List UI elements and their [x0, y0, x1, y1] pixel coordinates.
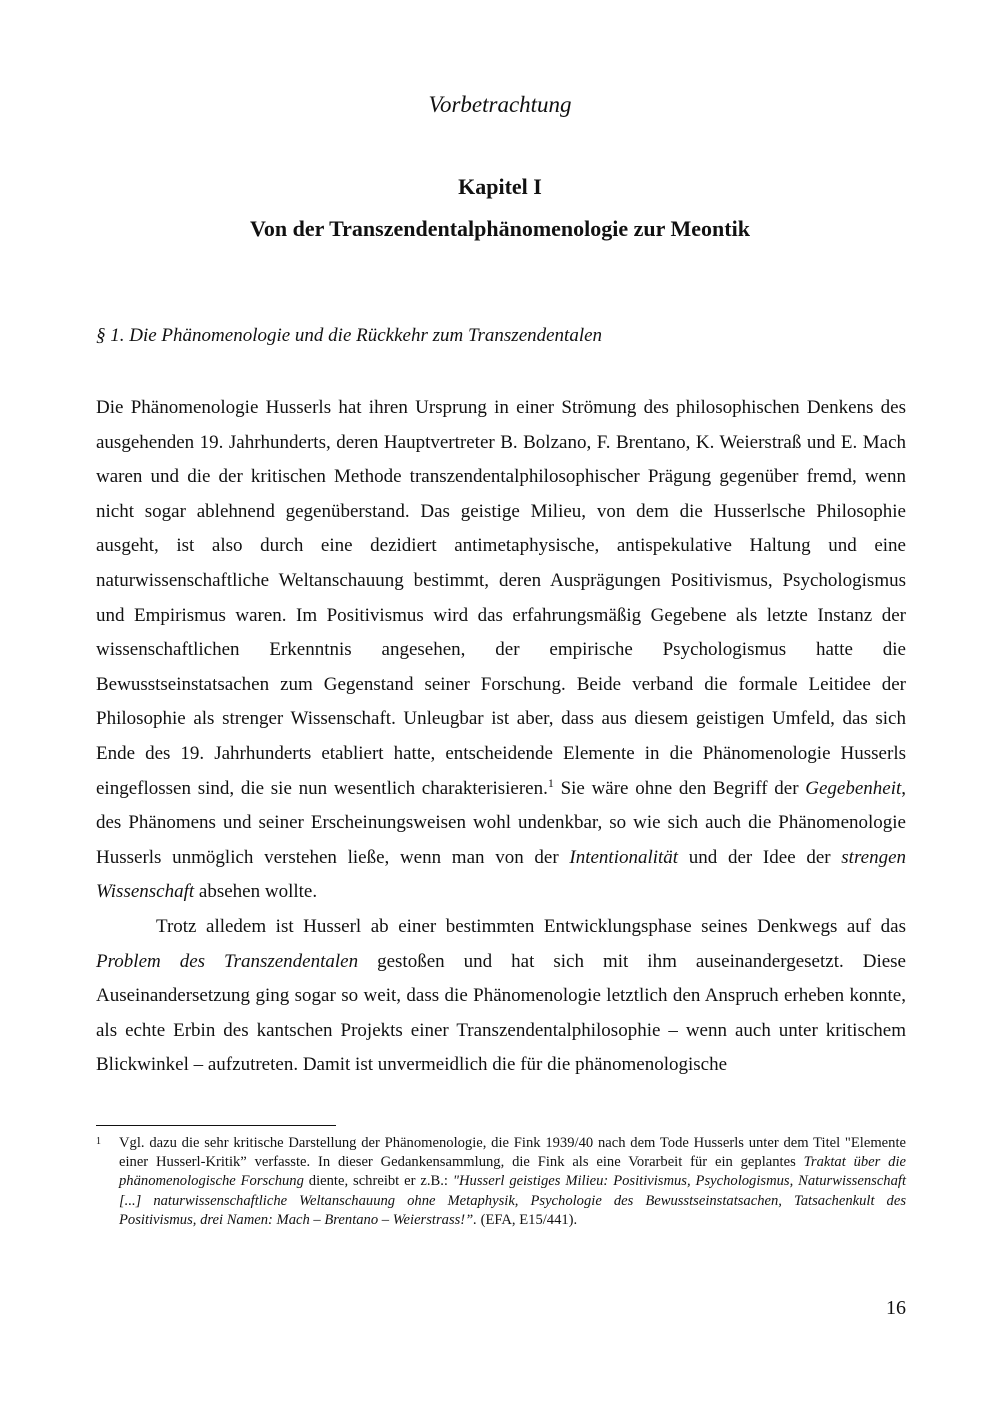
paragraph-text: und der Idee der: [678, 846, 842, 868]
body-text: [96, 391, 906, 1083]
footnote-quote: "Husserl geistiges Milieu: Positivismus, Psychologismus, Naturwissenschaft [...] naturwissenschaftliche Weltanschauung ohne Metaphysik, Psychologie des Bewusstseinstatsachen, Tatsachenkult des Positivismus, drei Namen: Mach – Brentano – Weierstrass!”.: [119, 1173, 906, 1228]
footnote-text-span: Vgl. dazu die sehr kritische Darstellung der Phänomenologie, die Fink 1939/40 nach dem Tode Husserls unter dem Titel "Elemente einer Husserl-Kritik” verfasste. In dieser Gedankensammlung, die Fink als eine Vorarbeit für ein geplantes: [119, 1135, 906, 1171]
paragraph: [96, 910, 906, 1083]
footnote: [96, 1134, 906, 1230]
chapter-number: Kapitel I: [458, 174, 542, 199]
chapter-title: Von der Transzendentalphänomenologie zur Meontik: [250, 216, 750, 241]
footnote-reference: 1: [547, 775, 554, 790]
footnote-text-span: diente, schreibt er z.B.:: [303, 1173, 453, 1190]
page-number: 16: [886, 1297, 906, 1319]
section-title: § 1. Die Phänomenologie und die Rückkehr zum Transzendentalen: [96, 325, 603, 346]
paragraph-text: Sie wäre ohne den Begriff der: [553, 777, 806, 799]
footnote-marker: 1: [96, 1136, 101, 1147]
footnote-emphasis: Traktat über die phänomenologische Forschung: [119, 1154, 906, 1190]
paragraph: [96, 391, 906, 910]
emphasis-term: Intentionalität: [569, 846, 679, 868]
paragraph-text: Die Phänomenologie Husserls hat ihren Ursprung in einer Strömung des philosophischen Denkens des ausgehenden 19. Jahrhunderts, deren Hauptvertreter B. Bolzano, F. Brentano, K. Weierstraß und E. Mach waren und die der kritischen Methode transzendentalphilosophischer Prägung gegenüber fremd, wenn nicht sogar ablehnend gegenüberstand. Das geistige Milieu, von dem die Husserlsche Philosophie ausgeht, ist also durch eine dezidiert antimetaphysische, antispekulative Haltung und eine naturwissenschaftliche Weltanschauung bestimmt, deren Ausprägungen Positivismus, Psychologismus und Empirismus waren. Im Positivismus wird das erfahrungsmäßig Gegebene als letzte Instanz der wissenschaftlichen Erkenntnis angesehen, der empirische Psychologismus hatte die Bewusstseinstatsachen zum Gegenstand seiner Forschung. Beide verband die formale Leitidee der Philosophie als strenger Wissenschaft. Unleugbar ist aber, dass aus diesem geistigen Umfeld, das sich Ende des 19. Jahrhunderts etabliert hatte, entscheidende Elemente in die Phänomenologie Husserls eingeflossen sind, die sie nun wesentlich charakterisieren.: [96, 397, 906, 799]
emphasis-term: Gegebenheit: [805, 777, 902, 799]
paragraph-text: gestoßen und hat sich mit ihm auseinandergesetzt. Diese Auseinandersetzung ging sogar so weit, dass die Phänomenologie letztlich den Anspruch erheben konnte, als echte Erbin des kantschen Projekts einer Transzendentalphilosophie – wenn auch unter kritischem Blickwinkel – aufzutreten. Damit ist unvermeidlich die für die phänomenologische: [96, 950, 906, 1076]
paragraph-text: absehen wollte.: [194, 881, 318, 903]
footnote-text: [119, 1134, 906, 1230]
paragraph-text: Trotz alledem ist Husserl ab einer bestimmten Entwicklungsphase seines Denkwegs auf das: [156, 915, 906, 937]
emphasis-term: Problem des Transzendentalen: [96, 950, 359, 972]
footnote-separator: [96, 1125, 336, 1126]
emphasis-term: strengen Wissenschaft: [96, 846, 907, 903]
footnote-text-span: (EFA, E15/441).: [476, 1211, 578, 1228]
running-head: Vorbetrachtung: [428, 92, 572, 117]
paragraph-text: , des Phänomens und seiner Erscheinungsweisen wohl undenkbar, so wie sich auch die Phänomenologie Husserls unmöglich verstehen ließe, wenn man von der: [96, 777, 907, 868]
